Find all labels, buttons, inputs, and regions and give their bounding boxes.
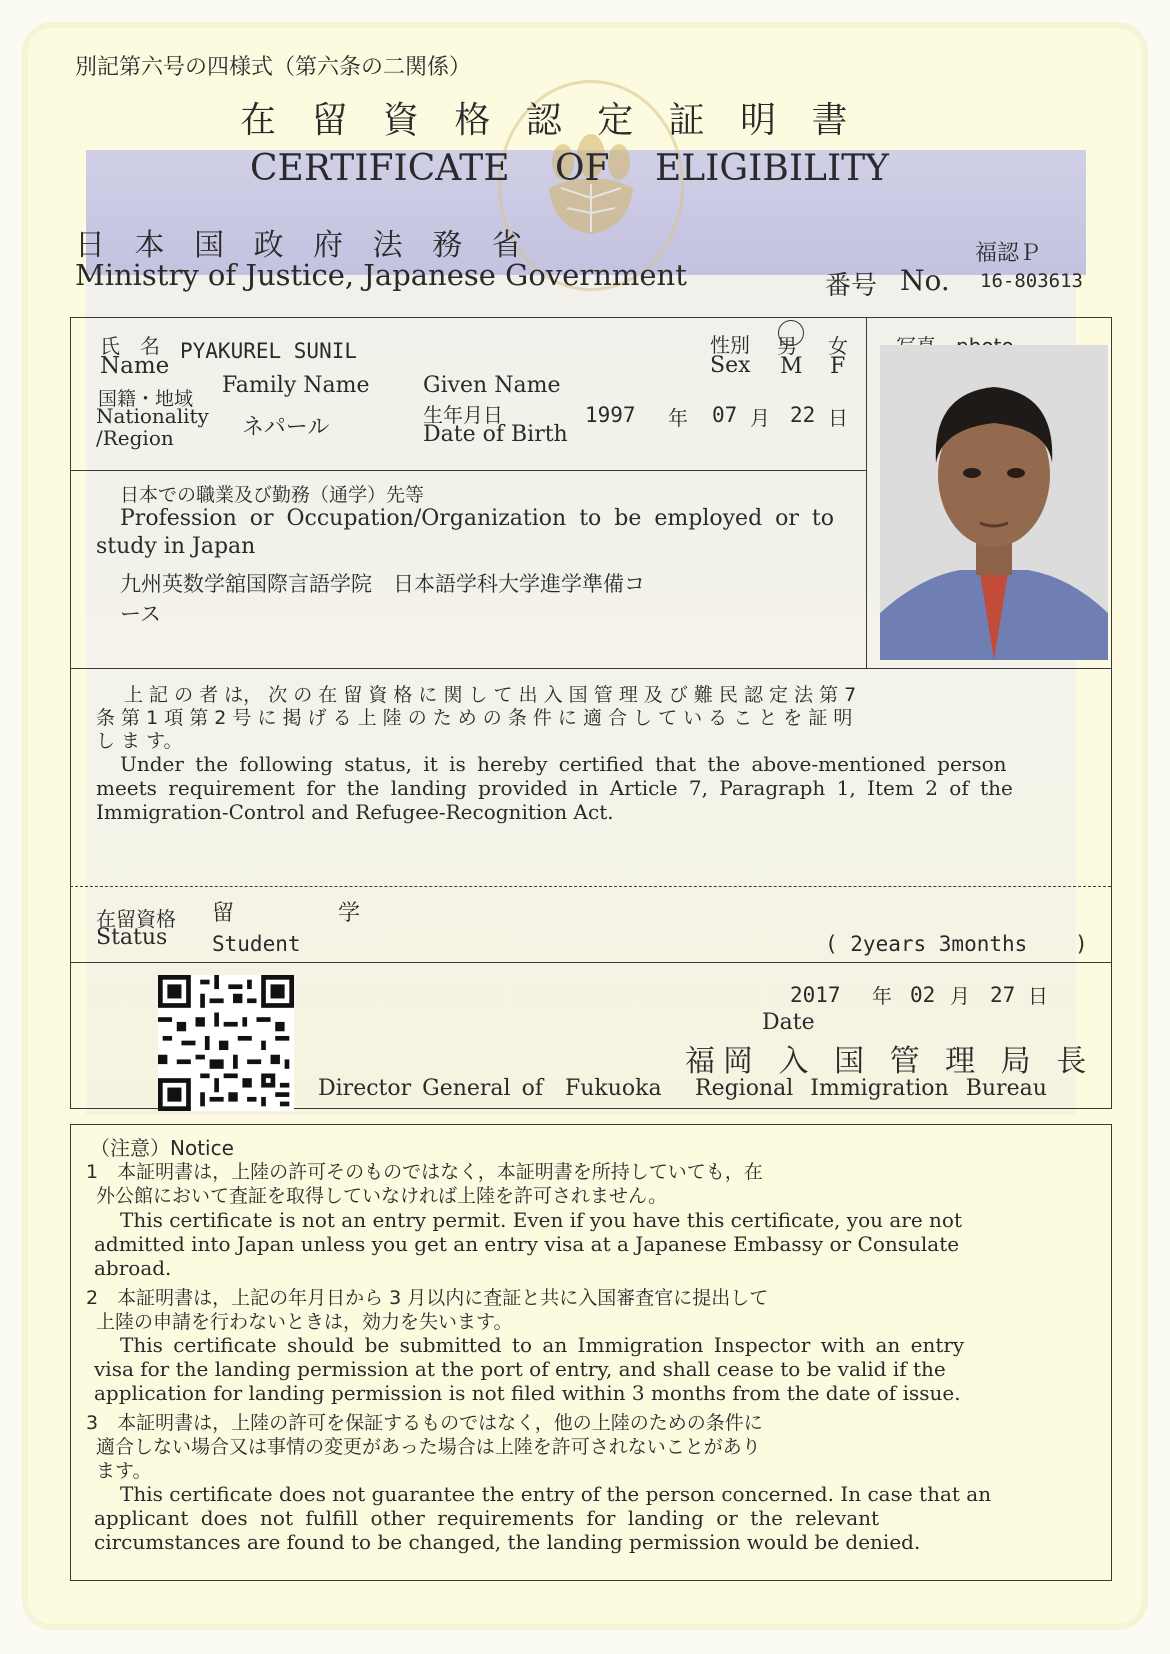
- cert-statement-en-2: meets requirement for the landing provided in Article 7, Paragraph 1, Item 2 of the: [96, 776, 1013, 800]
- status-label-jp: 在留資格: [96, 907, 176, 931]
- sex-female-en: F: [830, 354, 846, 379]
- notice-1-jp-1: 1 本証明書は，上陸の許可そのものではなく，本証明書を所持していても，在: [86, 1161, 763, 1183]
- nationality-label-en: Nationality: [96, 404, 209, 428]
- notice-label: （注意）Notice: [90, 1136, 234, 1160]
- row-divider-4: [70, 962, 1111, 963]
- notice-3-jp-3: ます。: [96, 1460, 152, 1482]
- sex-label-en: Sex: [710, 353, 751, 378]
- status-value-jp-1: 留: [212, 901, 235, 926]
- sex-female-jp: 女: [828, 334, 848, 358]
- status-label-en: Status: [96, 925, 168, 950]
- applicant-photo: [880, 345, 1108, 660]
- photo-divider: [866, 317, 867, 669]
- family-name-label: Family Name: [222, 373, 370, 398]
- notice-1-en-2: admitted into Japan unless you get an entry visa at a Japanese Embassy or Consulate: [94, 1232, 960, 1256]
- cert-statement-jp-2: 条 第 1 項 第 2 号 に 掲 げ る 上 陸 の た め の 条 件 に 適 合 し て い る こ と を 証 明: [96, 707, 853, 729]
- cert-number: 16-803613: [980, 270, 1083, 292]
- issue-month-unit: 月: [950, 984, 970, 1008]
- notice-2-jp-1: 2 本証明書は，上記の年月日から 3 月以内に査証と共に入国審査官に提出して: [86, 1287, 769, 1309]
- region-label-en: /Region: [96, 426, 174, 450]
- dob-label-en: Date of Birth: [423, 422, 568, 447]
- notice-3-en-1: This certificate does not guarantee the entry of the person concerned. In case that an: [120, 1482, 992, 1506]
- ministry-japanese: 日 本 国 政 府 法 務 省: [75, 228, 532, 263]
- status-value-jp-2: 学: [338, 901, 361, 926]
- row-divider-3: [70, 886, 1111, 887]
- ministry-english: Ministry of Justice, Japanese Government: [75, 258, 687, 292]
- dob-year: 1997: [585, 403, 636, 427]
- profession-value: 九州英数学舘国際言語学院 日本語学科大学進学準備コ: [120, 572, 645, 596]
- name-label-jp: 氏 名: [100, 334, 160, 358]
- title-japanese: 在 留 資 格 認 定 証 明 書: [240, 100, 860, 141]
- status-period-close: ): [1075, 932, 1088, 956]
- name-value: PYAKUREL SUNIL: [180, 339, 358, 363]
- notice-1-en-1: This certificate is not an entry permit. Even if you have this certificate, you are not: [120, 1208, 962, 1232]
- title-english: CERTIFICATE OF ELIGIBILITY: [250, 148, 889, 189]
- notice-3-jp-2: 適合しない場合又は事情の変更があった場合は上陸を許可されないことがあり: [96, 1436, 761, 1458]
- notice-3-jp-1: 3 本証明書は，上陸の許可を保証するものではなく，他の上陸のための条件に: [86, 1412, 763, 1434]
- sex-male-en: M: [780, 354, 803, 379]
- form-reference: 別記第六号の四様式（第六条の二関係）: [75, 55, 472, 80]
- portrait-image: [880, 345, 1108, 660]
- notice-1-jp-2: 外公館において査証を取得していなければ上陸を許可されません。: [96, 1185, 668, 1207]
- status-period: ( 2years 3months: [825, 932, 1028, 956]
- profession-label-en: Profession or Occupation/Organization to be employed or to: [120, 506, 834, 531]
- cert-number-label-jp: 番号: [825, 271, 878, 301]
- dob-day-unit: 日: [828, 406, 848, 430]
- office-code: 福認Ｐ: [975, 241, 1042, 266]
- notice-3-en-2: applicant does not fulfill other requirements for landing or the relevant: [94, 1506, 880, 1530]
- dob-year-unit: 年: [668, 406, 688, 430]
- profession-label-jp: 日本での職業及び勤務（通学）先等: [120, 484, 425, 506]
- cert-number-label-en: No.: [900, 264, 950, 297]
- profession-value-cont: ース: [120, 602, 161, 626]
- nationality-value: ネパール: [242, 415, 330, 440]
- sex-label-jp: 性別: [710, 333, 750, 357]
- name-label-en: Name: [100, 353, 170, 379]
- director-en-city: Fukuoka: [565, 1076, 662, 1101]
- issue-day-unit: 日: [1028, 984, 1048, 1008]
- notice-1-en-3: abroad.: [94, 1256, 172, 1280]
- row-divider-2: [70, 668, 1111, 669]
- notice-2-en-1: This certificate should be submitted to an Immigration Inspector with an entry: [120, 1333, 965, 1357]
- dob-month: 07: [712, 403, 738, 427]
- cert-statement-en-1: Under the following status, it is hereby certified that the above-mentioned person: [120, 752, 1007, 776]
- qr-code-icon: [158, 975, 294, 1111]
- director-jp: 福岡 入 国 管 理 局 長: [685, 1044, 1095, 1079]
- issue-day: 27: [990, 983, 1016, 1007]
- cert-statement-jp-1: 上 記 の 者 は， 次 の 在 留 資 格 に 関 し て 出 入 国 管 理 及 び 難 民 認 定 法 第 7: [124, 684, 857, 706]
- issue-month: 02: [910, 983, 936, 1007]
- issue-year: 2017: [790, 983, 841, 1007]
- issue-date-label: Date: [762, 1010, 815, 1035]
- dob-day: 22: [790, 403, 816, 427]
- sex-male-jp: 男: [777, 334, 797, 358]
- profession-label-en-cont: study in Japan: [96, 534, 256, 559]
- dob-month-unit: 月: [750, 406, 770, 430]
- notice-2-en-3: application for landing permission is not filed within 3 months from the date of issue.: [94, 1381, 961, 1405]
- row-divider-1: [70, 470, 867, 471]
- notice-2-en-2: visa for the landing permission at the port of entry, and shall cease to be valid if the: [94, 1357, 946, 1381]
- director-en-title: Director General of: [318, 1076, 543, 1101]
- director-en-bureau: Regional Immigration Bureau: [695, 1076, 1047, 1101]
- status-value-en: Student: [212, 932, 301, 956]
- dob-label-jp: 生年月日: [423, 403, 503, 427]
- notice-3-en-3: circumstances are found to be changed, the landing permission would be denied.: [94, 1530, 921, 1554]
- given-name-label: Given Name: [423, 373, 561, 398]
- notice-2-jp-2: 上陸の申請を行わないときは，効力を失います。: [96, 1311, 513, 1333]
- cert-statement-jp-3: し ま す。: [96, 730, 183, 752]
- sex-selected-circle: [778, 320, 804, 346]
- nationality-label-jp: 国籍・地域: [98, 388, 194, 410]
- cert-statement-en-3: Immigration-Control and Refugee-Recognition Act.: [96, 800, 614, 824]
- issue-year-unit: 年: [872, 984, 892, 1008]
